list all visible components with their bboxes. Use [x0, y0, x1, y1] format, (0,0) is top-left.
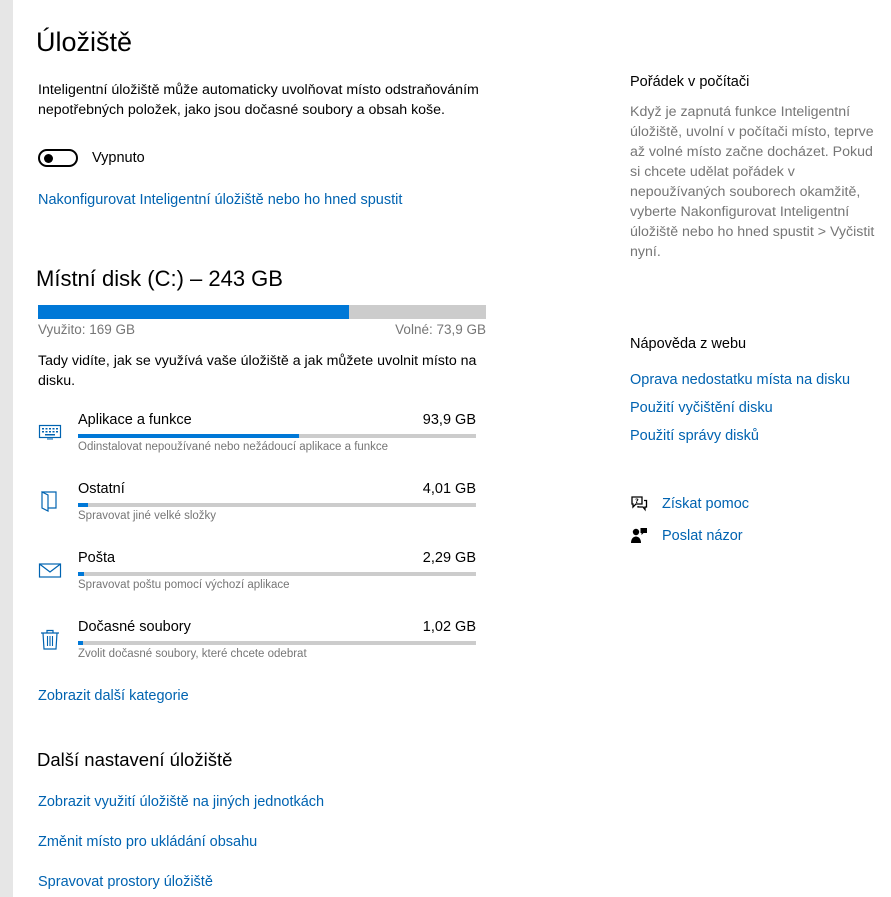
category-description: Spravovat jiné velké složky — [78, 510, 217, 522]
category-usage-fill — [78, 434, 299, 438]
category-mail[interactable] — [38, 550, 478, 610]
smart-storage-description: Inteligentní úložiště může automaticky uvolňovat místo odstraňováním nepotřebných položek, jako jsou dočasné soubory a obsah koše. — [38, 82, 479, 118]
more-settings-title: Další nastavení úložiště — [37, 749, 233, 770]
category-description: Spravovat poštu pomocí výchozí aplikace — [78, 579, 290, 591]
category-size: 4,01 GB — [422, 481, 476, 497]
cleanup-title: Pořádek v počítači — [630, 74, 750, 90]
smart-storage-toggle[interactable] — [38, 149, 78, 167]
send-feedback-link[interactable]: Poslat názor — [662, 528, 743, 544]
web-help-title: Nápověda z webu — [630, 336, 747, 352]
category-usage-fill — [78, 572, 84, 576]
configure-smart-storage-link[interactable]: Nakonfigurovat Inteligentní úložiště nebo ho hned spustit — [38, 192, 403, 208]
category-description: Zvolit dočasné soubory, které chcete odebrat — [78, 648, 307, 660]
category-usage-bar — [78, 503, 476, 507]
category-usage-fill — [78, 503, 88, 507]
disk-usage-fill — [38, 305, 349, 319]
disk-description: Tady vidíte, jak se využívá vaše úložiště a jak můžete uvolnit místo na disku. — [38, 353, 477, 389]
category-apps-features[interactable] — [38, 412, 478, 472]
category-temp-files[interactable] — [38, 619, 478, 679]
category-other[interactable] — [38, 481, 478, 541]
svg-text:?: ? — [635, 497, 639, 505]
category-usage-bar — [78, 434, 476, 438]
feedback-row[interactable] — [630, 527, 743, 545]
category-name: Dočasné soubory — [78, 619, 191, 635]
change-save-location-link[interactable]: Změnit místo pro ukládání obsahu — [38, 834, 258, 850]
feedback-icon — [630, 527, 648, 545]
get-help-row[interactable] — [630, 495, 749, 513]
fix-low-disk-space-link[interactable]: Oprava nedostatku místa na disku — [630, 372, 851, 388]
disk-usage-bar — [38, 305, 486, 319]
toggle-state-label: Vypnuto — [92, 150, 145, 166]
cleanup-description: Když je zapnutá funkce Inteligentní úložiště, uvolní v počítači místo, teprve až volné místo začne docházet. Pokud si chcete udělat pořádek v nepoužívaných souborech okamžitě, vyberte Nakonfigurovat Inteligentní úložiště nebo ho hned spustit > Vyčistit nyní. — [630, 104, 875, 260]
category-usage-bar — [78, 572, 476, 576]
category-size: 1,02 GB — [422, 619, 476, 635]
mail-icon — [38, 558, 62, 582]
trash-icon — [38, 627, 62, 651]
category-name: Ostatní — [78, 481, 125, 497]
disk-title: Místní disk (C:) – 243 GB — [36, 266, 283, 291]
manage-storage-spaces-link[interactable]: Spravovat prostory úložiště — [38, 874, 213, 890]
category-size: 2,29 GB — [422, 550, 476, 566]
chat-help-icon — [630, 495, 648, 513]
smart-storage-toggle-row[interactable] — [38, 149, 145, 167]
left-edge-strip — [0, 0, 13, 897]
category-usage-fill — [78, 641, 83, 645]
toggle-knob — [44, 154, 53, 163]
keyboard-icon — [38, 420, 62, 444]
category-description: Odinstalovat nepoužívané nebo nežádoucí aplikace a funkce — [78, 441, 389, 453]
category-name: Pošta — [78, 550, 116, 566]
folder-open-icon — [38, 489, 62, 513]
show-more-categories-link[interactable]: Zobrazit další kategorie — [38, 688, 189, 704]
disk-management-link[interactable]: Použití správy disků — [630, 428, 759, 444]
disk-free-label: Volné: 73,9 GB — [395, 322, 486, 337]
disk-used-label: Využito: 169 GB — [38, 322, 136, 337]
get-help-link[interactable]: Získat pomoc — [662, 496, 750, 512]
category-name: Aplikace a funkce — [78, 412, 192, 428]
category-usage-bar — [78, 641, 476, 645]
category-size: 93,9 GB — [422, 412, 476, 428]
disk-cleanup-link[interactable]: Použití vyčištění disku — [630, 400, 773, 416]
page-title: Úložiště — [36, 27, 133, 57]
other-drives-usage-link[interactable]: Zobrazit využití úložiště na jiných jednotkách — [38, 794, 325, 810]
